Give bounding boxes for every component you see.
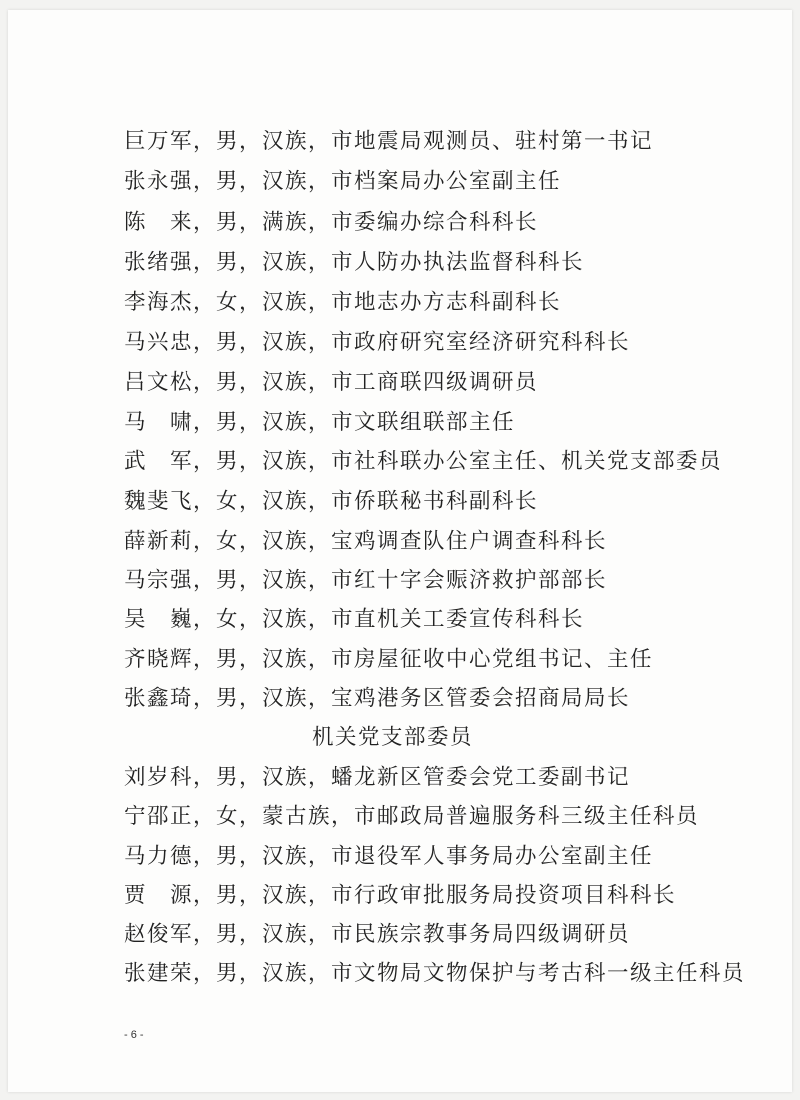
text-line: 马宗强，男，汉族，市红十字会赈济救护部部长 [124,568,608,593]
text-line: 齐晓辉，男，汉族，市房屋征收中心党组书记、主任 [124,647,654,672]
text-line: 马 啸，男，汉族，市文联组联部主任 [124,410,516,435]
text-line: 张建荣，男，汉族，市文物局文物保护与考古科一级主任科员 [124,961,746,986]
text-line: 李海杰，女，汉族，市地志办方志科副科长 [124,290,562,315]
text-line: 巨万军，男，汉族，市地震局观测员、驻村第一书记 [124,129,654,154]
text-line: 马力德，男，汉族，市退役军人事务局办公室副主任 [124,844,654,869]
text-line: 张鑫琦，男，汉族，宝鸡港务区管委会招商局局长 [124,686,631,711]
text-line: 宁邵正，女，蒙古族，市邮政局普遍服务科三级主任科员 [124,804,700,829]
text-line: 薛新莉，女，汉族，宝鸡调查队住户调查科科长 [124,529,608,554]
text-line: 张永强，男，汉族，市档案局办公室副主任 [124,169,562,194]
text-line: 刘岁科，男，汉族，蟠龙新区管委会党工委副书记 [124,765,631,790]
text-line: 吴 巍，女，汉族，市直机关工委宣传科科长 [124,607,585,632]
document-page [8,10,792,1092]
text-line: 陈 来，男，满族，市委编办综合科科长 [124,210,539,235]
text-line: 吕文松，男，汉族，市工商联四级调研员 [124,370,539,395]
text-line: 马兴忠，男，汉族，市政府研究室经济研究科科长 [124,330,631,355]
text-line: 武 军，男，汉族，市社科联办公室主任、机关党支部委员 [124,449,723,474]
text-line: 魏斐飞，女，汉族，市侨联秘书科副科长 [124,489,539,514]
text-line: 张绪强，男，汉族，市人防办执法监督科科长 [124,250,585,275]
text-line: 贾 源，男，汉族，市行政审批服务局投资项目科科长 [124,883,677,908]
page-number: - 6 - [124,1029,144,1041]
text-line: 赵俊军，男，汉族，市民族宗教事务局四级调研员 [124,922,631,947]
text-line-continuation: 机关党支部委员 [312,725,474,750]
